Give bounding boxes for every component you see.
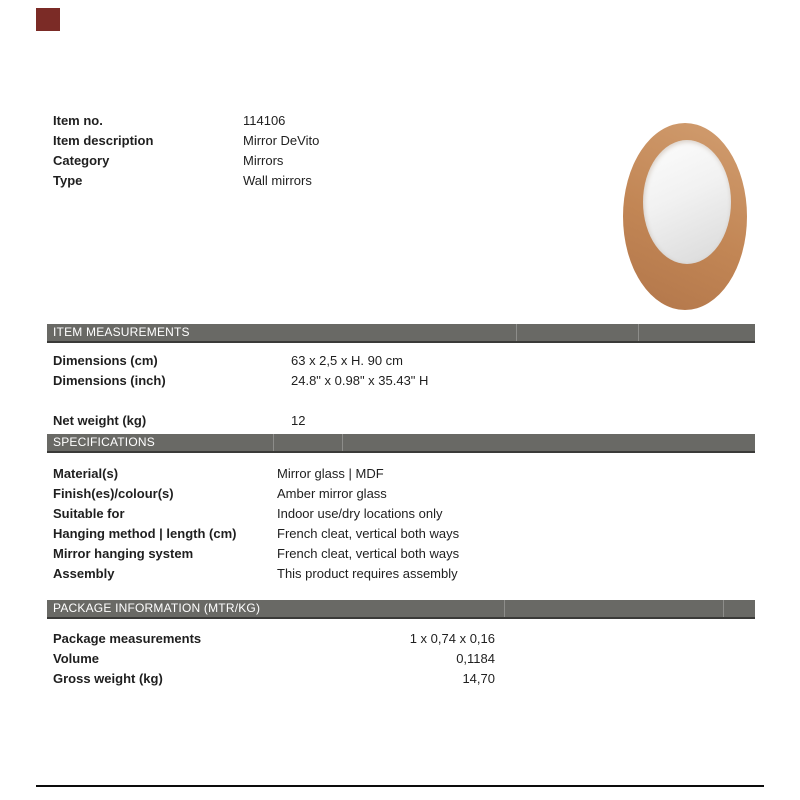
header-cell-divider bbox=[516, 324, 517, 341]
section-title: SPECIFICATIONS bbox=[53, 435, 155, 449]
measurement-row bbox=[53, 411, 755, 431]
row-value: Indoor use/dry locations only bbox=[277, 506, 443, 521]
row-value: Amber mirror glass bbox=[277, 486, 387, 501]
row-label: Category bbox=[53, 153, 110, 168]
row-label: Item no. bbox=[53, 113, 103, 128]
package-row bbox=[53, 649, 755, 669]
row-label: Finish(es)/colour(s) bbox=[53, 486, 174, 501]
specification-row bbox=[53, 564, 755, 584]
row-label: Material(s) bbox=[53, 466, 119, 481]
footer-divider-line bbox=[36, 785, 764, 787]
measurement-row bbox=[53, 351, 755, 371]
section-title: PACKAGE INFORMATION (MTR/KG) bbox=[53, 601, 261, 615]
row-value: Wall mirrors bbox=[243, 173, 312, 188]
row-value: Mirror glass | MDF bbox=[277, 466, 384, 481]
row-value: This product requires assembly bbox=[277, 566, 458, 581]
row-label: Item description bbox=[53, 133, 154, 148]
product-photo bbox=[623, 123, 747, 310]
mirror-glass-ellipse bbox=[643, 140, 731, 264]
row-value: 12 bbox=[291, 413, 306, 428]
row-value: 24.8" x 0.98" x 35.43" H bbox=[291, 373, 429, 388]
row-label: Type bbox=[53, 173, 83, 188]
specification-row bbox=[53, 524, 755, 544]
row-value: 63 x 2,5 x H. 90 cm bbox=[291, 353, 403, 368]
row-label: Dimensions (cm) bbox=[53, 353, 158, 368]
row-value: Mirror DeVito bbox=[243, 133, 320, 148]
row-value: Mirrors bbox=[243, 153, 284, 168]
section-title: ITEM MEASUREMENTS bbox=[53, 325, 190, 339]
header-cell-divider bbox=[342, 434, 343, 451]
row-value: French cleat, vertical both ways bbox=[277, 526, 460, 541]
row-label: Assembly bbox=[53, 566, 115, 581]
row-label: Net weight (kg) bbox=[53, 413, 147, 428]
row-label: Gross weight (kg) bbox=[53, 671, 163, 686]
row-label: Volume bbox=[53, 651, 99, 666]
row-value: 1 x 0,74 x 0,16 bbox=[409, 631, 495, 646]
brand-logo-square bbox=[36, 8, 60, 31]
row-label: Package measurements bbox=[53, 631, 202, 646]
specification-row bbox=[53, 544, 755, 564]
row-label: Suitable for bbox=[53, 506, 125, 521]
header-cell-divider bbox=[638, 324, 639, 341]
package-row bbox=[53, 669, 755, 689]
specification-row bbox=[53, 464, 755, 484]
section-header-specifications bbox=[47, 434, 755, 453]
header-cell-divider bbox=[273, 434, 274, 451]
header-cell-divider bbox=[723, 600, 724, 617]
measurement-row bbox=[53, 371, 755, 391]
section-header-package-information bbox=[47, 600, 755, 619]
row-label: Hanging method | length (cm) bbox=[53, 526, 237, 541]
row-value: 14,70 bbox=[462, 671, 495, 686]
row-label: Dimensions (inch) bbox=[53, 373, 166, 388]
row-value: 0,1184 bbox=[456, 651, 495, 666]
row-value: 114106 bbox=[243, 113, 286, 128]
package-row bbox=[53, 629, 755, 649]
header-cell-divider bbox=[504, 600, 505, 617]
row-label: Mirror hanging system bbox=[53, 546, 194, 561]
specification-row bbox=[53, 504, 755, 524]
row-value: French cleat, vertical both ways bbox=[277, 546, 460, 561]
section-header-item-measurements bbox=[47, 324, 755, 343]
specification-row bbox=[53, 484, 755, 504]
